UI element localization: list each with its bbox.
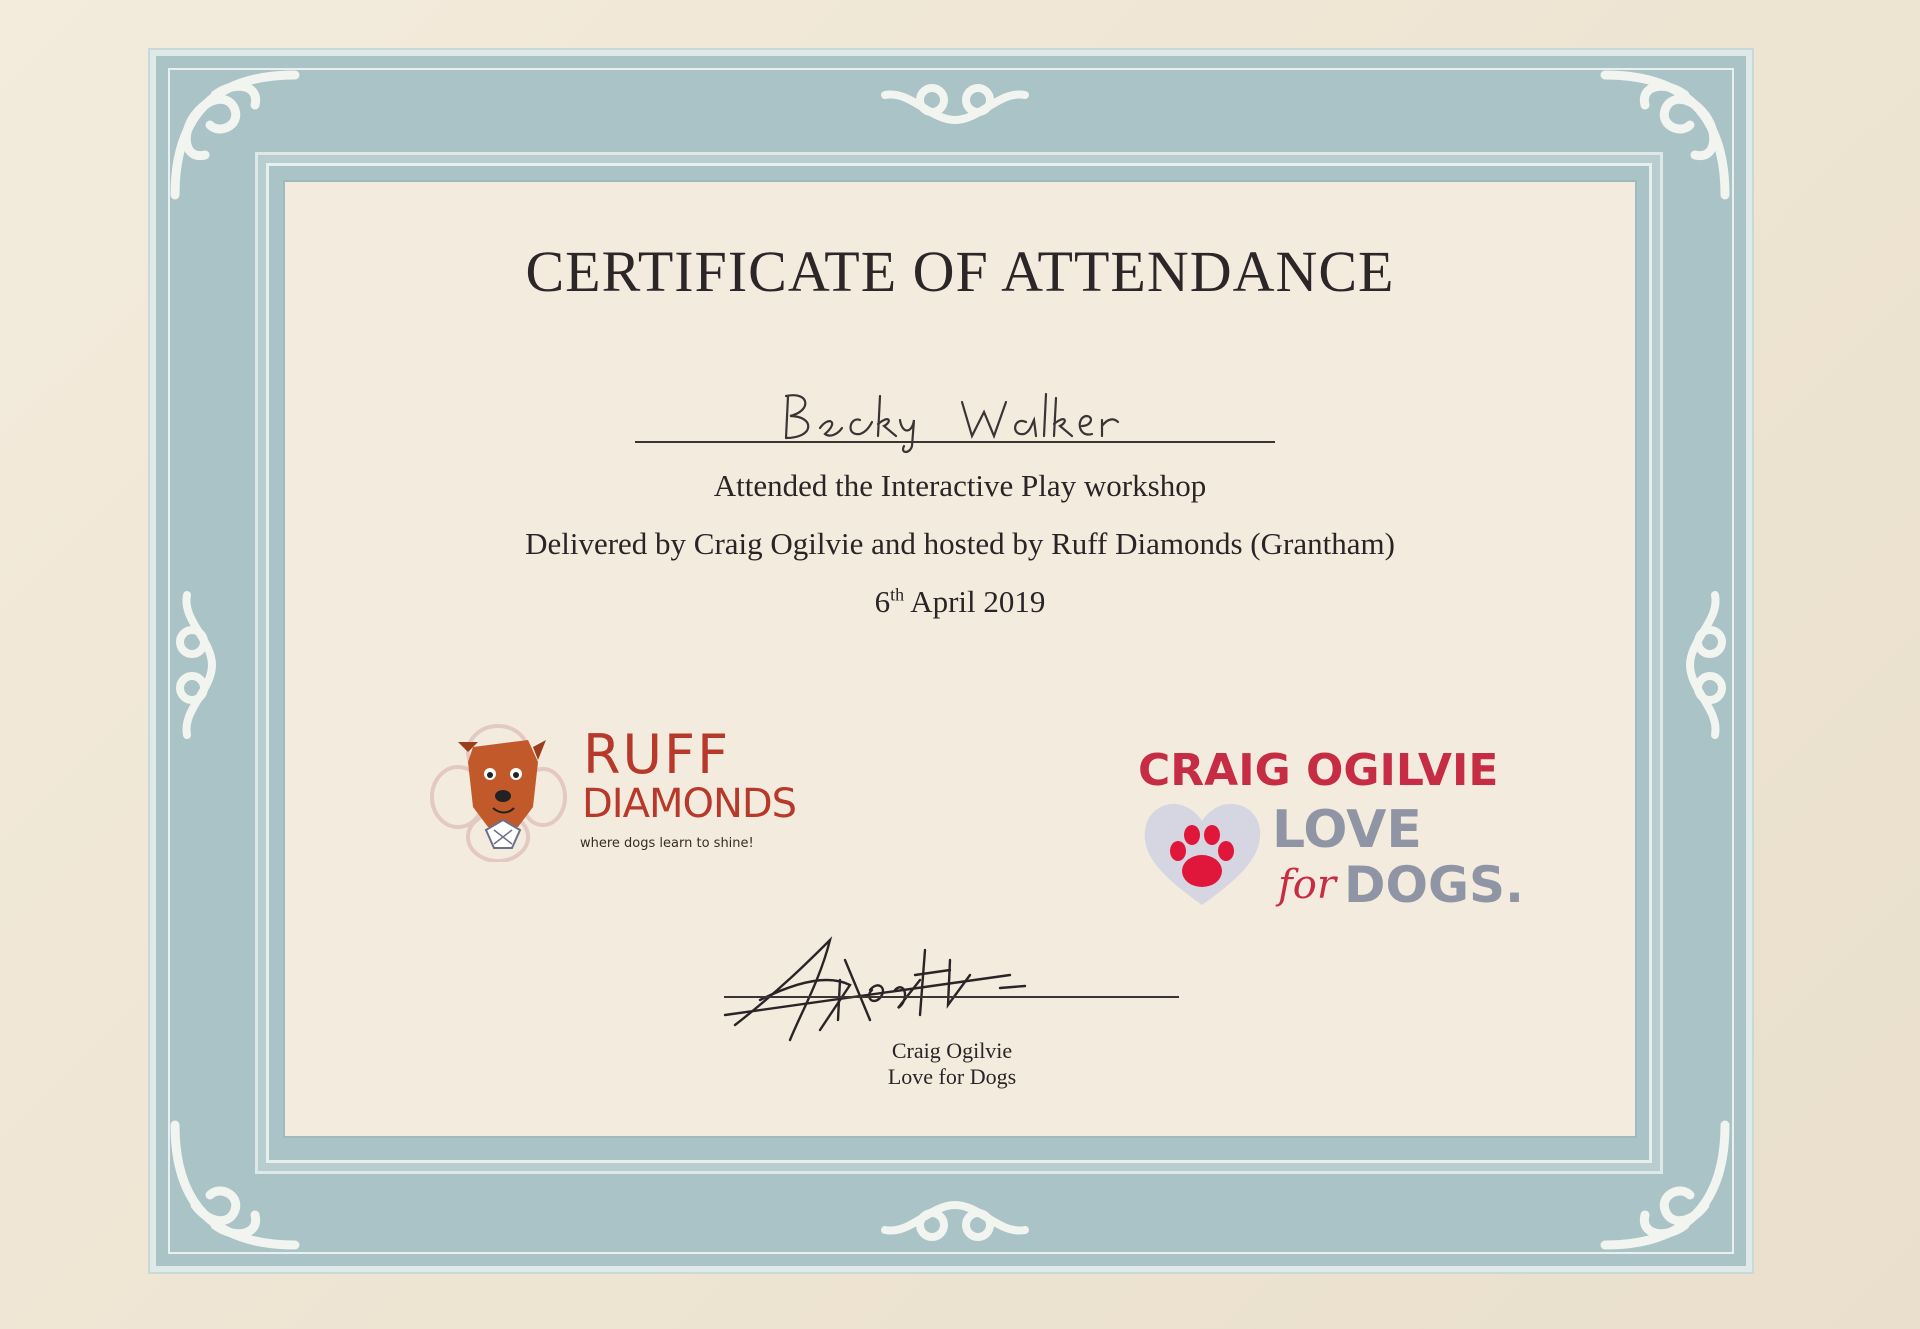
dogs-word: DOGS. [1344,856,1525,914]
ornament-top-center-icon [870,60,1040,135]
signatory-name: Craig Ogilvie [891,1038,1013,1063]
date-suffix: th [890,584,905,605]
recipient-signature [700,376,1200,456]
diamonds-word: DIAMONDS [582,781,797,827]
craig-ogilvie-name: CRAIG OGILVIE [1138,745,1499,796]
recipient-signature-line [635,441,1275,443]
date-day: 6 [874,584,891,619]
certificate-title: CERTIFICATE OF ATTENDANCE [525,239,1395,304]
signatory-org: Love for Dogs [887,1064,1017,1089]
certificate-date [0,584,1920,620]
ruff-tagline: where dogs learn to shine! [580,836,754,851]
ruff-word: RUFF [583,723,731,786]
signatory-signature-line [724,996,1179,998]
signatory-signature [720,920,1040,1050]
date-rest: April 2019 [910,584,1046,619]
delivered-line: Delivered by Craig Ogilvie and hosted by Ruff Diamonds (Grantham) [525,526,1395,561]
love-word: LOVE [1272,800,1422,860]
ornament-bottom-center-icon [870,1190,1040,1265]
for-word: for [1278,862,1337,908]
heart-paw-icon [1140,795,1265,910]
attended-line: Attended the Interactive Play workshop [713,468,1207,503]
